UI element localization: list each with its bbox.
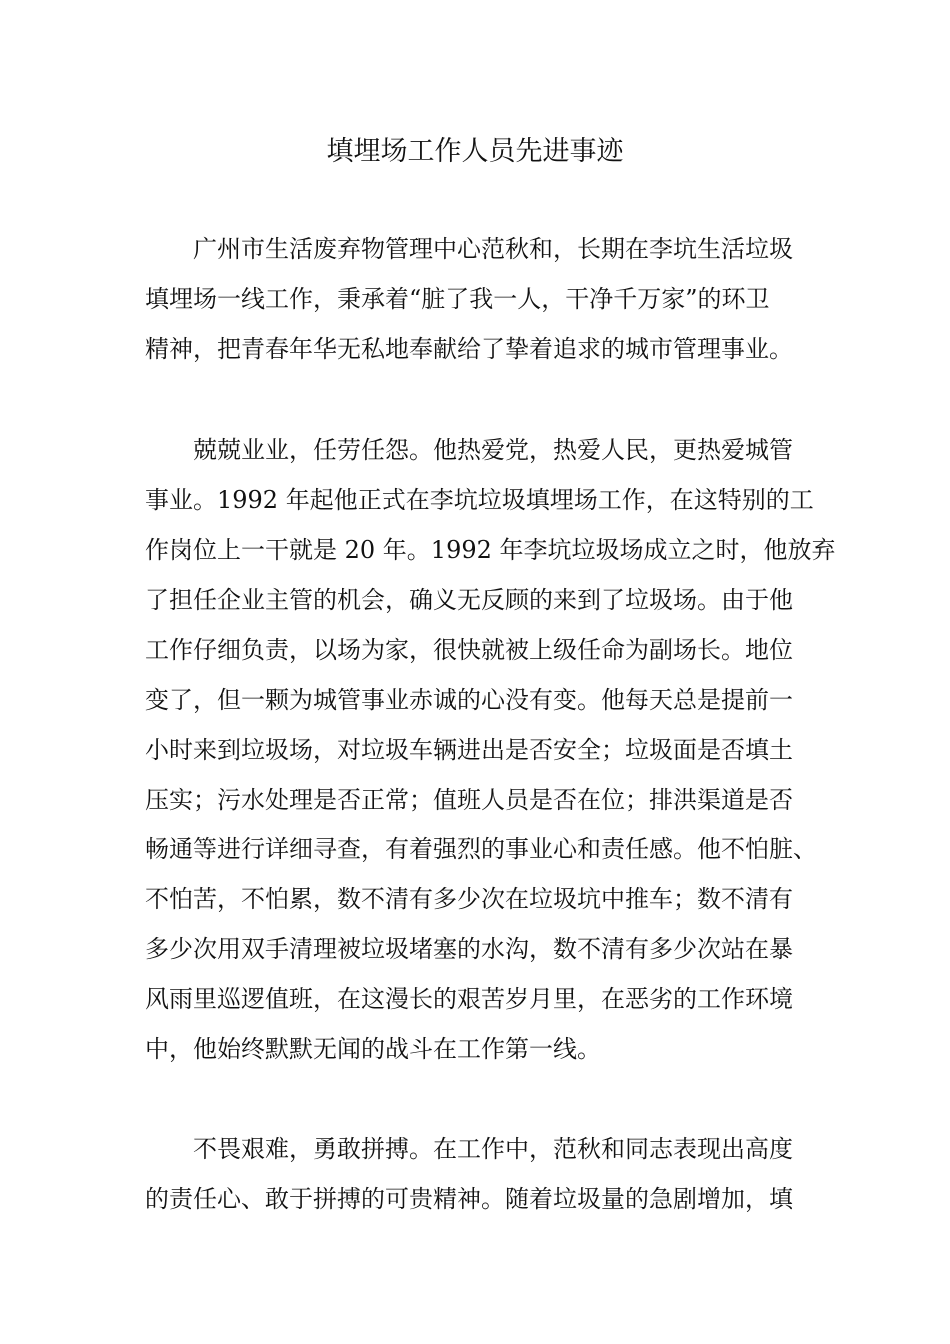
paragraph-2-line-1: 兢兢业业，任劳任怨。他热爱党，热爱人民，更热爱城管 [193,436,793,464]
paragraph-2-line-9: 畅通等进行详细寻查，有着强烈的事业心和责任感。他不怕脏、 [145,835,817,863]
paragraph-3-line-2: 的责任心、敢于拼搏的可贵精神。随着垃圾量的急剧增加，填 [145,1185,793,1213]
paragraph-2-line-4: 了担任企业主管的机会，确义无反顾的来到了垃圾场。由于他 [145,586,793,614]
paragraph-2-line-5: 工作仔细负责，以场为家，很快就被上级任命为副场长。地位 [145,636,793,664]
paragraph-2-line-12: 风雨里巡逻值班，在这漫长的艰苦岁月里，在恶劣的工作环境 [145,985,793,1013]
paragraph-3-line-1: 不畏艰难，勇敢拼搏。在工作中，范秋和同志表现出高度 [193,1135,793,1163]
paragraph-1-line-3: 精神，把青春年华无私地奉献给了挚着追求的城市管理事业。 [145,335,793,363]
paragraph-2-line-8: 压实；污水处理是否正常；值班人员是否在位；排洪渠道是否 [145,786,793,814]
paragraph-2-line-7: 小时来到垃圾场，对垃圾车辆进出是否安全；垃圾面是否填土 [145,736,793,764]
paragraph-2-line-10: 不怕苦，不怕累，数不清有多少次在垃圾坑中推车；数不清有 [145,885,793,913]
paragraph-2-line-2: 事业。1992 年起他正式在李坑垃圾填埋场工作，在这特别的工 [145,486,814,514]
paragraph-2-line-3: 作岗位上一干就是 20 年。1992 年李坑垃圾场成立之时，他放弃 [145,536,836,564]
paragraph-2-line-6: 变了，但一颗为城管事业赤诚的心没有变。他每天总是提前一 [145,686,793,714]
document-title: 填埋场工作人员先进事迹 [326,136,624,167]
paragraph-1-line-1: 广州市生活废弃物管理中心范秋和，长期在李坑生活垃圾 [193,235,793,263]
paragraph-2-line-13: 中，他始终默默无闻的战斗在工作第一线。 [145,1035,601,1063]
paragraph-1-line-2: 填埋场一线工作，秉承着“脏了我一人，干净千万家”的环卫 [145,285,770,313]
paragraph-2-line-11: 多少次用双手清理被垃圾堵塞的水沟，数不清有多少次站在暴 [145,935,793,963]
